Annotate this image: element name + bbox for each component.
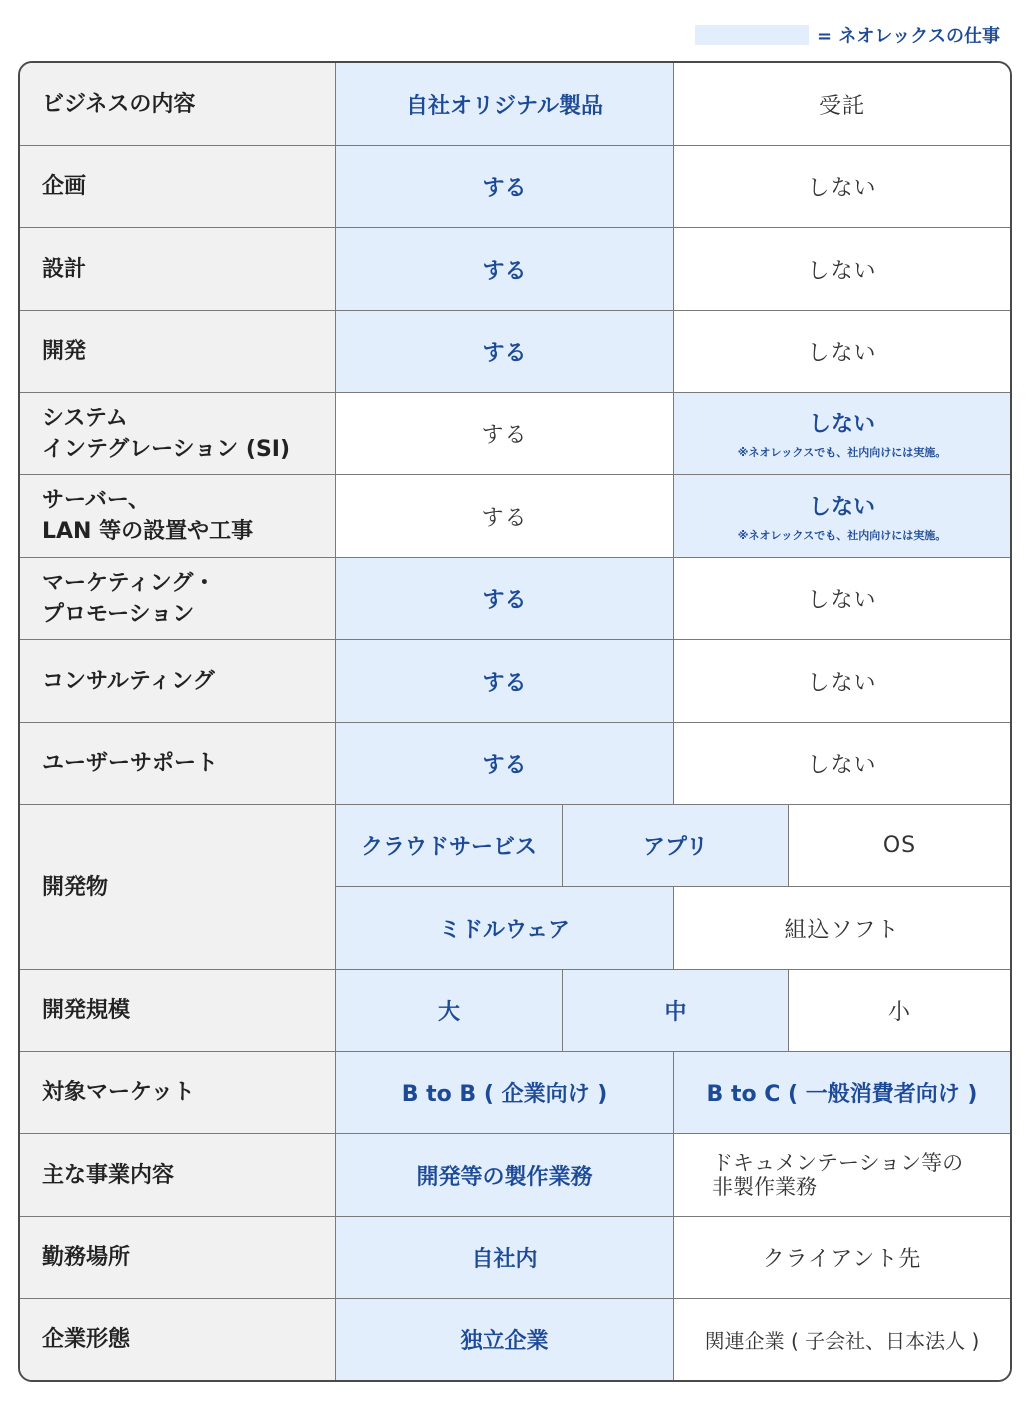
- cell-business-contract: 受託: [674, 63, 1010, 146]
- cell-server-note: ※ネオレックスでも、社内向けには実施。: [737, 528, 947, 542]
- cell-development-own: する: [336, 311, 674, 393]
- cell-support-contract: しない: [674, 723, 1010, 805]
- cell-consulting-own: する: [336, 640, 674, 723]
- cell-workplace-own: 自社内: [336, 1217, 674, 1299]
- cell-marketing-own: する: [336, 558, 674, 640]
- cell-market-own: B to B ( 企業向け ): [336, 1052, 674, 1134]
- cell-main-work-contract: [674, 1134, 1010, 1217]
- cell-si-note: ※ネオレックスでも、社内向けには実施。: [737, 446, 947, 459]
- cell-design-own: する: [336, 228, 674, 311]
- cell-si-contract: [674, 393, 1010, 475]
- row-label-company: 企業形態: [20, 1299, 336, 1380]
- row-label-development: 開発: [20, 311, 336, 393]
- cell-support-own: する: [336, 723, 674, 805]
- row-label-server-line1: サーバー、: [42, 488, 151, 513]
- row-label-si: [20, 393, 336, 475]
- cell-products-cloud: クラウドサービス: [336, 805, 563, 887]
- cell-company-contract: 関連企業 ( 子会社、日本法人 ): [674, 1299, 1010, 1380]
- row-label-design: 設計: [20, 228, 336, 311]
- row-label-marketing-line2: プロモーション: [42, 601, 195, 627]
- cell-scale-medium: 中: [563, 970, 789, 1052]
- row-label-marketing: [20, 558, 336, 640]
- cell-main-work-own: 開発等の製作業務: [336, 1134, 674, 1217]
- cell-planning-own: する: [336, 146, 674, 228]
- row-label-server-line2: LAN 等の設置や工事: [42, 519, 254, 544]
- cell-development-contract: しない: [674, 311, 1010, 393]
- row-label-marketing-line1: マーケティング・: [42, 570, 216, 596]
- cell-workplace-contract: クライアント先: [674, 1217, 1010, 1299]
- cell-products-middleware: ミドルウェア: [336, 887, 674, 970]
- cell-scale-large: 大: [336, 970, 563, 1052]
- cell-planning-contract: しない: [674, 146, 1010, 228]
- legend: [695, 22, 1000, 48]
- cell-design-contract: しない: [674, 228, 1010, 311]
- comparison-table: [18, 61, 1012, 1382]
- legend-swatch: [695, 25, 809, 45]
- cell-marketing-contract: しない: [674, 558, 1010, 640]
- row-label-main-work: 主な事業内容: [20, 1134, 336, 1217]
- cell-consulting-contract: しない: [674, 640, 1010, 723]
- cell-main-work-contract-line1: ドキュメンテーション等の: [712, 1151, 964, 1175]
- cell-products-os: OS: [789, 805, 1010, 887]
- row-label-scale: 開発規模: [20, 970, 336, 1052]
- cell-products-embedded: 組込ソフト: [674, 887, 1010, 970]
- row-label-workplace: 勤務場所: [20, 1217, 336, 1299]
- cell-market-contract: B to C ( 一般消費者向け ): [674, 1052, 1010, 1134]
- row-label-consulting: コンサルティング: [20, 640, 336, 723]
- row-label-si-line1: システム: [42, 405, 128, 431]
- cell-si-own: する: [336, 393, 674, 475]
- cell-company-own: 独立企業: [336, 1299, 674, 1380]
- row-label-planning: 企画: [20, 146, 336, 228]
- cell-server-own: する: [336, 475, 674, 558]
- row-label-market: 対象マーケット: [20, 1052, 336, 1134]
- cell-main-work-contract-line2: 非製作業務: [712, 1175, 817, 1199]
- cell-server-contract: [674, 475, 1010, 558]
- cell-si-contract-value: しない: [808, 412, 875, 437]
- cell-business-own: 自社オリジナル製品: [336, 63, 674, 146]
- cell-products-app: アプリ: [563, 805, 789, 887]
- cell-scale-small: 小: [789, 970, 1010, 1052]
- row-label-si-line2: インテグレーション (SI): [42, 436, 291, 462]
- row-label-business: ビジネスの内容: [20, 63, 336, 146]
- row-label-server: [20, 475, 336, 558]
- row-label-support: ユーザーサポート: [20, 723, 336, 805]
- cell-server-contract-value: しない: [808, 494, 875, 520]
- legend-text: = ネオレックスの仕事: [817, 26, 1000, 47]
- row-label-products: 開発物: [20, 805, 336, 970]
